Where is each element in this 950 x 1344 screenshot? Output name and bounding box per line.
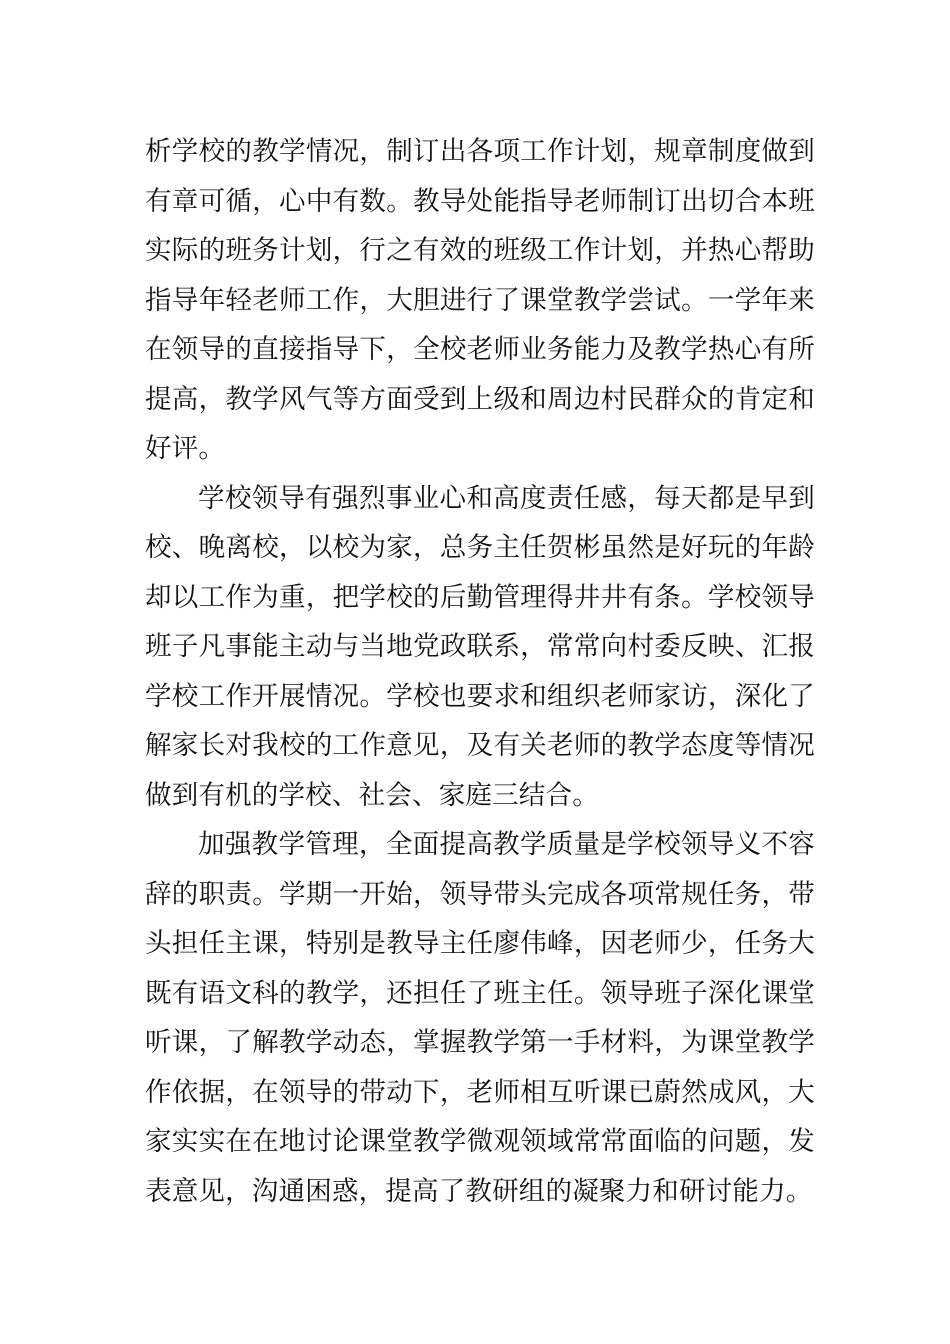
paragraph-continuation: 析学校的教学情况，制订出各项工作计划，规章制度做到有章可循，心中有数。教导处能指导老师制订出切合本班实际的班务计划，行之有效的班级工作计划，并热心帮助指导年轻老师工作，大胆进行了课堂教学尝试。一学年来在领导的直接指导下，全校老师业务能力及教学热心有所提高，教学风气等方面受到上级和周边村民群众的肯定和好评。 [145, 136, 815, 464]
document-body [145, 127, 815, 1216]
paragraph-school-leadership: 学校领导有强烈事业心和高度责任感，每天都是早到校、晚离校，以校为家，总务主任贺彬虽然是好玩的年龄却以工作为重，把学校的后勤管理得井井有条。学校领导班子凡事能主动与当地党政联系，常常向村委反映、汇报学校工作开展情况。学校也要求和组织老师家访，深化了解家长对我校的工作意见，及有关老师的教学态度等情况做到有机的学校、社会、家庭三结合。 [145, 482, 815, 811]
paragraph-teaching-management: 加强教学管理，全面提高教学质量是学校领导义不容辞的职责。学期一开始，领导带头完成各项常规任务，带头担任主课，特别是教导主任廖伟峰，因老师少，任务大既有语文科的教学，还担任了班主任。领导班子深化课堂听课，了解教学动态，掌握教学第一手材料，为课堂教学作依据，在领导的带动下，老师相互听课已蔚然成风，大家实实在在地讨论课堂教学微观领域常常面临的问题，发表意见，沟通困惑，提高了教研组的凝聚力和研讨能力。 [145, 829, 815, 1207]
